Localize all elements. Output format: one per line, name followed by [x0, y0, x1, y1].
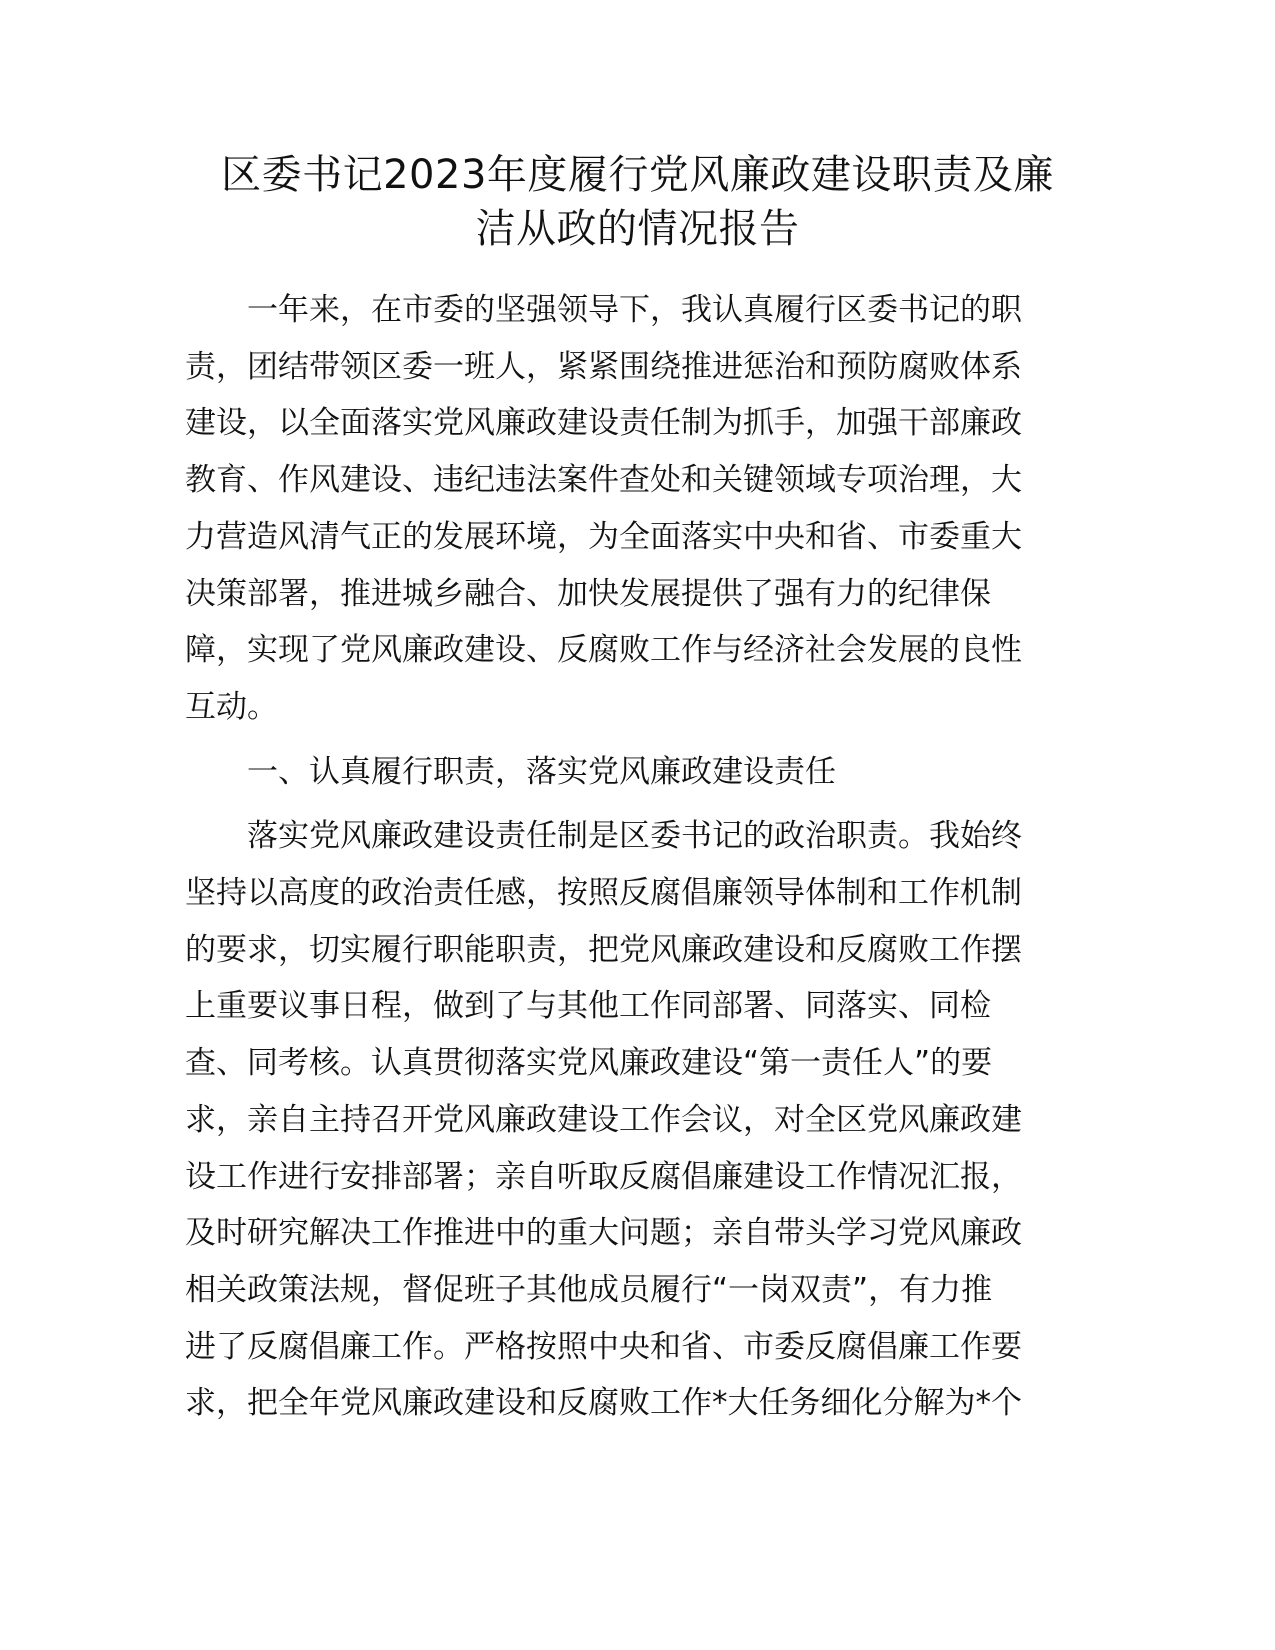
text-line: 一年来，在市委的坚强领导下，我认真履行区委书记的职 — [247, 292, 1022, 328]
text-line: 上重要议事日程，做到了与其他工作同部署、同落实、同检 — [185, 988, 991, 1025]
paragraph-spacer — [185, 800, 1085, 808]
title-line-1: 区委书记2023年度履行党风廉政建设职责及廉 — [221, 152, 1054, 198]
document-body — [185, 282, 1085, 1432]
text-line: 建设，以全面落实党风廉政建设责任制为抓手，加强干部廉政 — [185, 405, 1022, 442]
text-line: 互动。 — [185, 688, 278, 725]
text-line: 责，团结带领区委一班人，紧紧围绕推进惩治和预防腐败体系 — [185, 348, 1022, 385]
title-line-2: 洁从政的情况报告 — [475, 206, 800, 252]
text-line: 查、同考核。认真贯彻落实党风廉政建设“第一责任人”的要 — [185, 1045, 993, 1082]
document-title — [160, 148, 1115, 256]
text-line: 求，亲自主持召开党风廉政建设工作会议，对全区党风廉政建 — [185, 1101, 1022, 1138]
paragraph-section-1 — [185, 808, 1085, 1432]
text-line: 落实党风廉政建设责任制是区委书记的政治职责。我始终 — [247, 818, 1022, 855]
text-line: 力营造风清气正的发展环境，为全面落实中央和省、市委重大 — [185, 518, 1022, 555]
section-heading-1 — [185, 744, 1085, 801]
text-line: 相关政策法规，督促班子其他成员履行“一岗双责”，有力推 — [185, 1271, 993, 1308]
text-line: 坚持以高度的政治责任感，按照反腐倡廉领导体制和工作机制 — [185, 875, 1022, 912]
text-line: 设工作进行安排部署；亲自听取反腐倡廉建设工作情况汇报， — [185, 1158, 1022, 1195]
text-line: 决策部署，推进城乡融合、加快发展提供了强有力的纪律保 — [185, 575, 991, 612]
text-line: 求，把全年党风廉政建设和反腐败工作*大任务细化分解为*个 — [185, 1385, 1022, 1422]
text-line: 进了反腐倡廉工作。严格按照中央和省、市委反腐倡廉工作要 — [185, 1328, 1022, 1365]
paragraph-spacer — [185, 736, 1085, 744]
paragraph-intro — [185, 282, 1085, 736]
text-line: 障，实现了党风廉政建设、反腐败工作与经济社会发展的良性 — [185, 632, 1022, 669]
text-line: 教育、作风建设、违纪违法案件查处和关键领域专项治理，大 — [185, 462, 1022, 499]
text-line: 的要求，切实履行职能职责，把党风廉政建设和反腐败工作摆 — [185, 931, 1022, 968]
text-line: 及时研究解决工作推进中的重大问题；亲自带头学习党风廉政 — [185, 1215, 1022, 1252]
heading-line: 一、认真履行职责，落实党风廉政建设责任 — [247, 753, 836, 790]
